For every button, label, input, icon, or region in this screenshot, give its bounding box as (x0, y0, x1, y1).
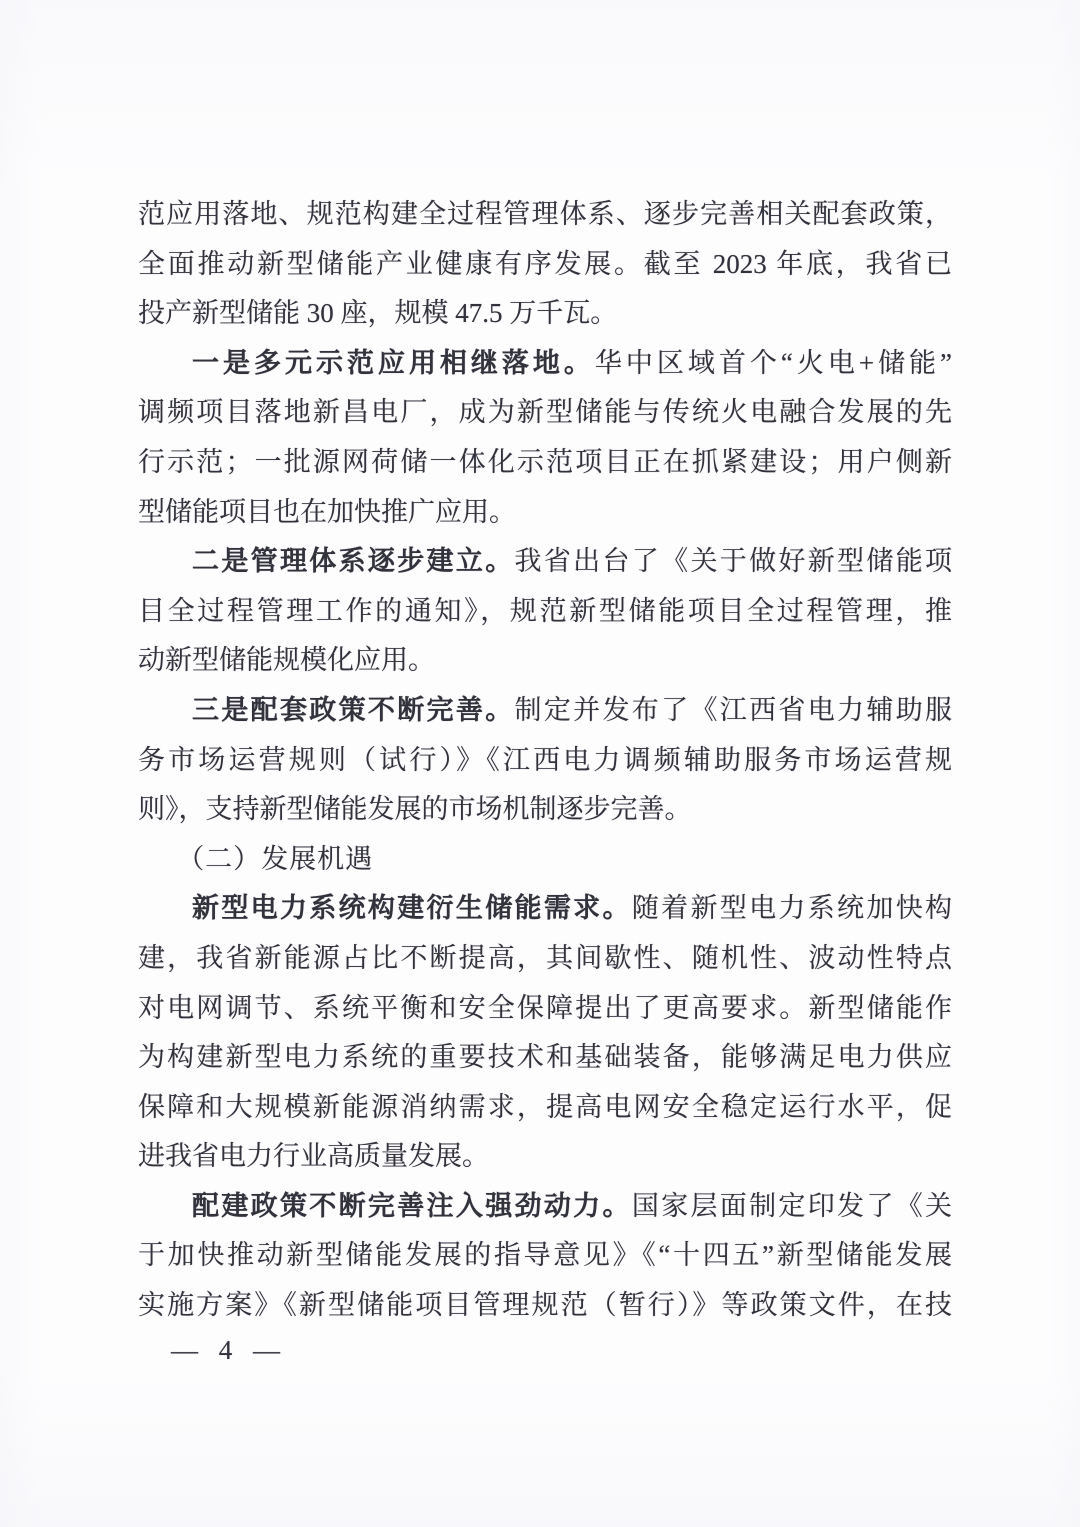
text-line (138, 240, 952, 290)
line-text: 行示范；一批源网荷储一体化示范项目正在抓紧建设；用户侧新 (138, 446, 952, 477)
bold-lead-phrase: 配建政策不断完善注入强劲动力。 (192, 1190, 632, 1221)
text-line (138, 289, 952, 339)
line-text: 目全过程管理工作的通知》，规范新型储能项目全过程管理，推 (138, 595, 952, 626)
paragraph-policy-momentum (138, 1182, 952, 1331)
line-text: 则》，支持新型储能发展的市场机制逐步完善。 (138, 794, 692, 825)
text-line (138, 438, 952, 488)
text-line (138, 1132, 952, 1182)
text-line (138, 537, 952, 587)
text-line (138, 190, 952, 240)
line-text: 务市场运营规则（试行）》《江西电力调频辅助服务市场运营规 (138, 744, 952, 775)
line-text: 对电网调节、系统平衡和安全保障提出了更高要求。新型储能作 (138, 992, 952, 1023)
line-text: （二）发展机遇 (177, 843, 374, 874)
paragraph-point-two (138, 537, 952, 686)
document-body (138, 190, 952, 1331)
text-line (138, 686, 952, 736)
line-text: 随着新型电力系统加快构 (631, 893, 953, 924)
text-line (138, 984, 952, 1034)
bold-lead-phrase: 三是配套政策不断完善。 (192, 694, 515, 725)
text-line (138, 1083, 952, 1133)
subheading-development-opportunities (138, 835, 952, 885)
line-text: 制定并发布了《江西省电力辅助服 (514, 694, 953, 725)
line-text: 动新型储能规模化应用。 (138, 645, 435, 676)
bold-lead-phrase: 新型电力系统构建衍生储能需求。 (192, 893, 632, 924)
line-text: 型储能项目也在加快推广应用。 (138, 496, 516, 527)
line-text: 进我省电力行业高质量发展。 (138, 1141, 489, 1172)
text-line (138, 785, 952, 835)
line-text: 范应用落地、规范构建全过程管理体系、逐步完善相关配套政策， (138, 199, 952, 229)
line-text: 为构建新型电力系统的重要技术和基础装备，能够满足电力供应 (138, 1042, 952, 1073)
text-line (138, 934, 952, 984)
line-text: 建，我省新能源占比不断提高，其间歇性、随机性、波动性特点 (138, 942, 952, 973)
text-line (138, 1231, 952, 1281)
line-text: 国家层面制定印发了《关 (631, 1190, 953, 1221)
line-text: 我省出台了《关于做好新型储能项 (514, 546, 953, 577)
bold-lead-phrase: 一是多元示范应用相继落地。 (192, 347, 595, 378)
text-line (138, 587, 952, 637)
paragraph-power-system-demand (138, 884, 952, 1182)
line-text: 于加快推动新型储能发展的指导意见》《“十四五”新型储能发展 (138, 1240, 952, 1271)
text-line (138, 1182, 952, 1232)
line-text: 调频项目落地新昌电厂，成为新型储能与传统火电融合发展的先 (138, 397, 952, 428)
line-text: 全面推动新型储能产业健康有序发展。截至 2023 年底，我省已 (138, 248, 952, 279)
text-line (138, 636, 952, 686)
line-text: 投产新型储能 30 座，规模 47.5 万千瓦。 (138, 298, 618, 329)
text-line (138, 488, 952, 538)
text-line (138, 1281, 952, 1331)
paragraph-intro-continuation (138, 190, 952, 339)
text-line (138, 339, 952, 389)
page-number: — 4 — (171, 1335, 287, 1365)
text-line (138, 835, 952, 885)
text-line (138, 884, 952, 934)
bold-lead-phrase: 二是管理体系逐步建立。 (192, 546, 515, 577)
line-text: 华中区域首个“火电+储能” (594, 347, 953, 378)
paragraph-point-one (138, 339, 952, 537)
line-text: 实施方案》《新型储能项目管理规范（暂行）》等政策文件，在技 (138, 1290, 952, 1321)
text-line (138, 388, 952, 438)
text-line (138, 736, 952, 786)
text-line (138, 1033, 952, 1083)
line-text: 保障和大规模新能源消纳需求，提高电网安全稳定运行水平，促 (138, 1091, 952, 1122)
paragraph-point-three (138, 686, 952, 835)
